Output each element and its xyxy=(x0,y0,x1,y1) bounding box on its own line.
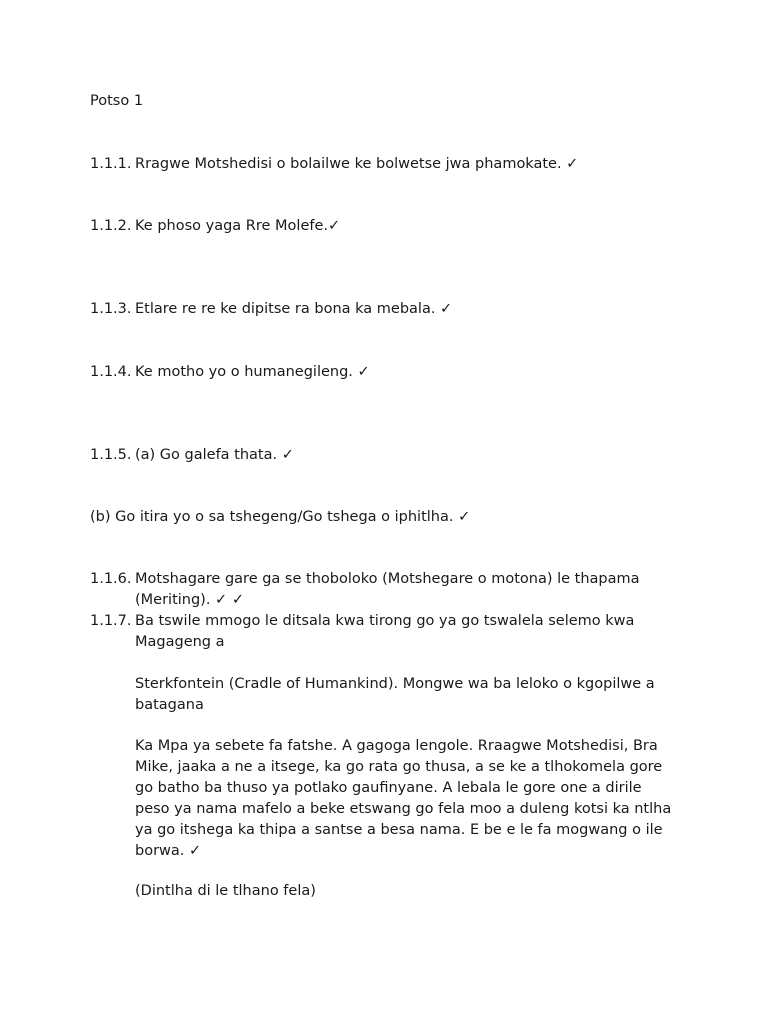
item-number: 1.1.4. xyxy=(90,364,132,380)
item-number: 1.1.7. xyxy=(90,613,132,629)
heading: Potso 1 xyxy=(90,93,144,109)
item-text: Ba tswile mmogo le ditsala kwa tirong go ya go tswalela selemo kwa Magageng a xyxy=(135,613,635,650)
continuation-paragraph: Ka Mpa ya sebete fa fatshe. A gagoga lengole. Rraagwe Motshedisi, Bra Mike, jaaka a ne a itsege, ka go rata go thusa, a se ke a tlhokomela gore go batho ba thuso ya potlako gaufinyane. A lebala le gore one a dirile peso ya nama mafelo a beke etswang go fela moo a duleng kotsi ka ntlha ya go itshega ka thipa a santse a besa nama. E be e le fa mogwang o ile borwa. ✓ xyxy=(135,738,672,859)
item-number: 1.1.5. xyxy=(90,447,132,463)
item-text: Motshagare gare ga se thoboloko (Motshegare o motona) le thapama (Meriting). ✓ ✓ xyxy=(135,571,640,608)
item-number: 1.1.1. xyxy=(90,156,132,172)
item-text: Rragwe Motshedisi o bolailwe ke bolwetse jwa phamokate. ✓ xyxy=(135,156,579,172)
item-text: Ke motho yo o humanegileng. ✓ xyxy=(135,364,370,380)
item-text: Etlare re re ke dipitse ra bona ka mebala. ✓ xyxy=(135,301,453,317)
closing-note: (Dintlha di le tlhano fela) xyxy=(135,883,316,899)
item-text: Ke phoso yaga Rre Molefe.✓ xyxy=(135,218,341,234)
item-text: (a) Go galefa thata. ✓ xyxy=(135,447,294,463)
item-text-b: (b) Go itira yo o sa tshegeng/Go tshega o iphitlha. ✓ xyxy=(90,509,471,525)
item-number: 1.1.2. xyxy=(90,218,132,234)
continuation-paragraph: Sterkfontein (Cradle of Humankind). Mongwe wa ba leloko o kgopilwe a batagana xyxy=(135,676,655,713)
item-number: 1.1.6. xyxy=(90,571,132,587)
item-number: 1.1.3. xyxy=(90,301,132,317)
